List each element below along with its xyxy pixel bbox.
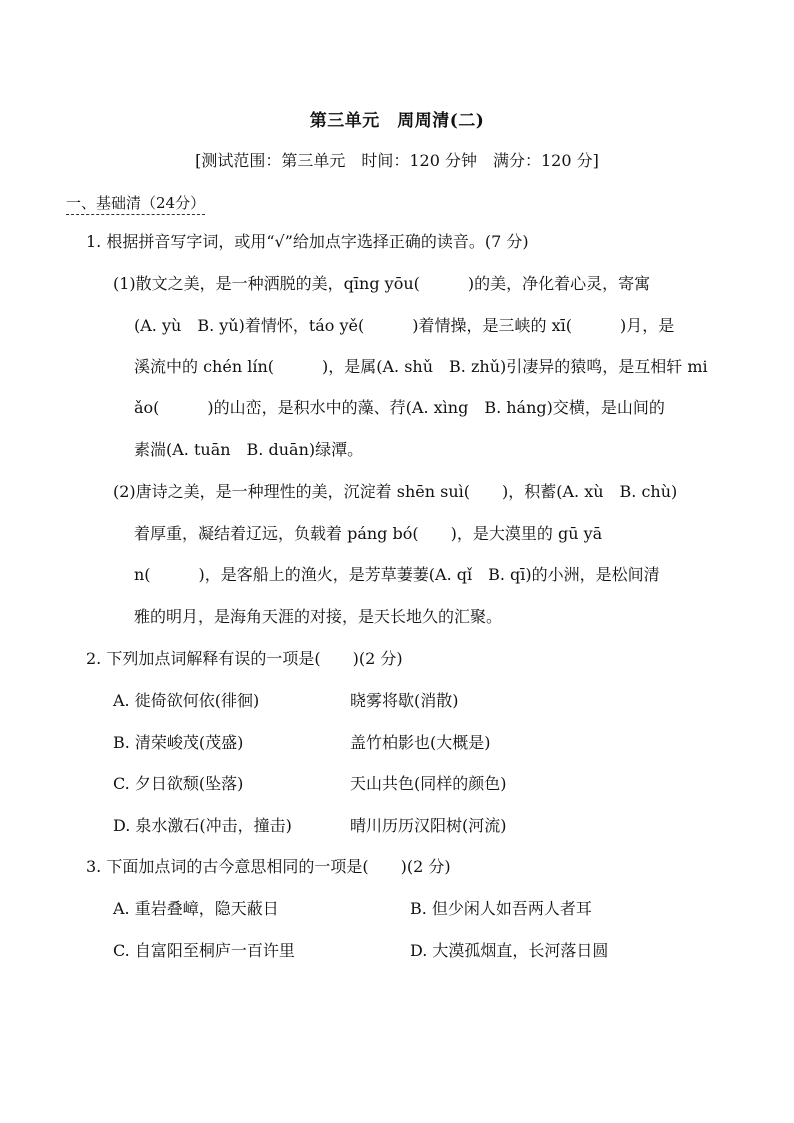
q1-part1-line: (A. yù B. yǔ)着情怀，táo yě( )着情操，是三峡的 xī( )月，是: [134, 316, 675, 335]
q1-part2-line: 雅的明月，是海角天涯的对接，是天长地久的汇聚。: [134, 607, 503, 626]
q1-part2-line: (2)唐诗之美，是一种理性的美，沉淀着 shēn suì( )，积蓄(A. xù B. chù): [113, 482, 678, 501]
q1-part2-line: n( )，是客船上的渔火，是芳草萋萋(A. qǐ B. qī)的小洲，是松间清: [134, 565, 660, 584]
question-2-stem: 2. 下列加点词解释有误的一项是( )(2 分): [86, 649, 403, 668]
q2-option-a-left: A. 徙倚欲何依(徘徊): [113, 691, 260, 710]
q3-option-c: C. 自富阳至桐庐一百许里: [113, 941, 295, 960]
q2-option-c-left: C. 夕日欲颓(坠落): [113, 774, 244, 793]
q3-option-a: A. 重岩叠嶂，隐天蔽日: [113, 899, 279, 918]
page-title: 第三单元 周周清(二): [309, 111, 485, 131]
q3-option-d: D. 大漠孤烟直，长河落日圆: [410, 941, 609, 960]
q2-option-a-right: 晓雾将歇(消散): [350, 691, 459, 710]
q2-option-d-left: D. 泉水激石(冲击，撞击): [113, 816, 292, 835]
q3-option-b: B. 但少闲人如吾两人者耳: [410, 899, 592, 918]
test-scope: [测试范围：第三单元 时间：120 分钟 满分：120 分]: [195, 151, 599, 170]
q2-option-d-right: 晴川历历汉阳树(河流): [350, 816, 507, 835]
q2-option-c-right: 天山共色(同样的颜色): [350, 774, 507, 793]
q1-part1-line: (1)散文之美，是一种洒脱的美，qīng yōu( )的美，净化着心灵，寄寓: [113, 274, 651, 293]
q2-option-b-right: 盖竹柏影也(大概是): [350, 733, 491, 752]
question-1-stem: 1. 根据拼音写字词，或用“√”给加点字选择正确的读音。(7 分): [86, 232, 529, 251]
q1-part1-line: 溪流中的 chén lín( )，是属(A. shǔ B. zhǔ)引凄异的猿鸣，是互相轩 mi: [134, 357, 708, 376]
section-heading: 一、基础清（24分）: [66, 192, 205, 215]
q2-option-b-left: B. 清荣峻茂(茂盛): [113, 733, 244, 752]
q1-part2-line: 着厚重，凝结着辽远，负载着 páng bó( )，是大漠里的 gū yā: [134, 524, 603, 543]
q1-part1-line: 素湍(A. tuān B. duān)绿潭。: [134, 440, 364, 459]
q1-part1-line: ǎo( )的山峦，是积水中的藻、荇(A. xìng B. háng)交横，是山间的: [134, 398, 665, 417]
question-3-stem: 3. 下面加点词的古今意思相同的一项是( )(2 分): [86, 857, 451, 876]
